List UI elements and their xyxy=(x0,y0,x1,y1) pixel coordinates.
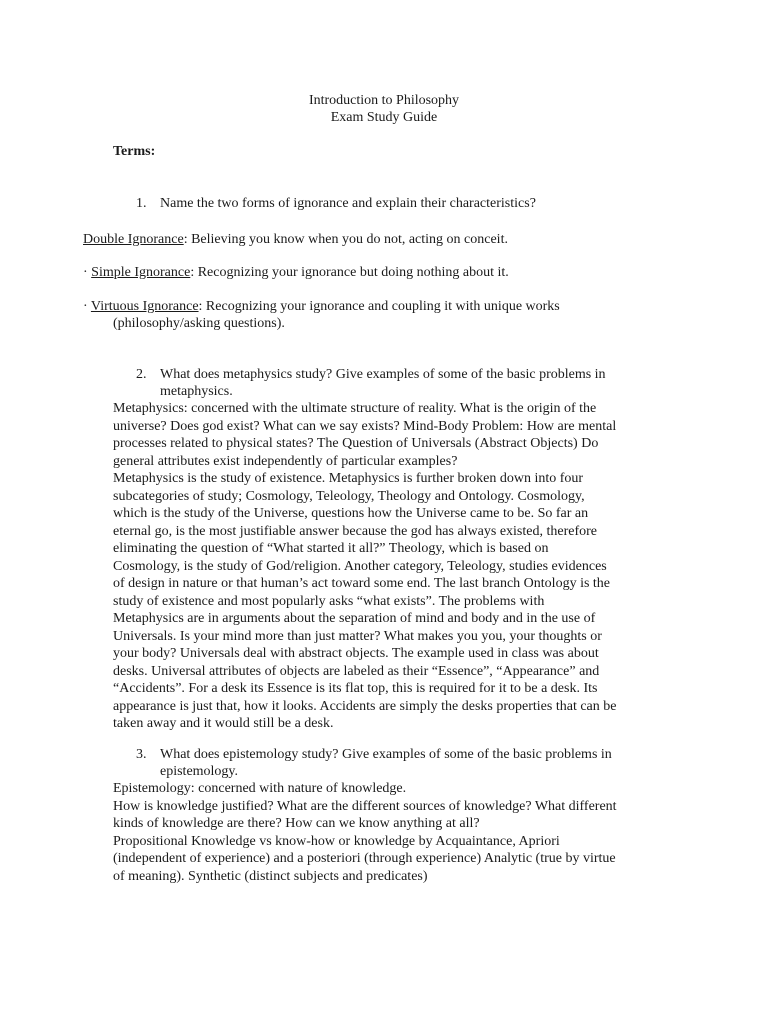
question-text-line: epistemology. xyxy=(160,764,239,779)
answer-line: appearance is just that, how it looks. Accidents are simply the desks properties that can be xyxy=(113,698,617,714)
term-simple-ignorance: Simple Ignorance xyxy=(91,265,191,280)
virtuous-ignorance-continuation: (philosophy/asking questions). xyxy=(113,316,285,331)
answer-line: processes related to physical states? The Question of Universals (Abstract Objects) Do xyxy=(113,436,599,451)
question-text-line: What does metaphysics study? Give examples of some of the basic problems in xyxy=(160,367,606,382)
terms-heading: Terms: xyxy=(113,144,156,159)
double-ignorance-definition xyxy=(83,231,683,249)
answer-line: of meaning). Synthetic (distinct subjects and predicates) xyxy=(113,868,428,884)
answer-line: eliminating the question of “What started it all?” Theology, which is based on xyxy=(113,541,549,556)
answer-line: subcategories of study; Cosmology, Teleology, Theology and Ontology. Cosmology, xyxy=(113,488,585,504)
answer-line: taken away and it would still be a desk. xyxy=(113,716,334,731)
definition-text: : Recognizing your ignorance and coupling it with unique works xyxy=(198,299,560,314)
epistemology-answer xyxy=(113,780,661,885)
answer-line: your body? Universals deal with abstract objects. The example used in class was about xyxy=(113,646,599,661)
document-title: Introduction to Philosophy xyxy=(308,93,460,108)
question-text-line: What does epistemology study? Give examples of some of the basic problems in xyxy=(160,747,612,762)
document-subtitle: Exam Study Guide xyxy=(330,110,438,125)
answer-line: Propositional Knowledge vs know-how or knowledge by Acquaintance, Apriori xyxy=(113,833,560,849)
bullet: · xyxy=(83,265,88,280)
answer-line: “Accidents”. For a desk its Essence is its flat top, this is required for it to be a desk. Its xyxy=(113,681,598,696)
answer-line: Metaphysics is the study of existence. Metaphysics is further broken down into four xyxy=(113,471,584,486)
answer-line: Epistemology: concerned with nature of knowledge. xyxy=(113,781,407,796)
answer-line: study of existence and most popularly asks “what exists”. The problems with xyxy=(113,593,545,609)
virtuous-ignorance-definition xyxy=(83,298,683,316)
question-number: 3. xyxy=(136,747,147,762)
answer-line: which is the study of the Universe, questions how the Universe came to be. So far an xyxy=(113,506,589,521)
definition-text: : Recognizing your ignorance but doing nothing about it. xyxy=(190,265,509,280)
answer-line: eternal go, is the most justifiable answer because the god has always existed, therefore xyxy=(113,523,598,539)
answer-line: (independent of experience) and a posteriori (through experience) Analytic (true by virtue xyxy=(113,851,616,866)
bullet: · xyxy=(83,299,88,314)
term-double-ignorance: Double Ignorance xyxy=(83,232,184,247)
answer-line: desks. Universal attributes of objects are labeled as their “Essence”, “Appearance” and xyxy=(113,663,600,679)
answer-line: kinds of knowledge are there? How can we know anything at all? xyxy=(113,816,480,831)
term-virtuous-ignorance: Virtuous Ignorance xyxy=(90,299,199,314)
question-number: 1. xyxy=(136,196,147,211)
answer-line: Cosmology, is the study of God/religion. Another category, Teleology, studies evidences xyxy=(113,558,607,574)
answer-line: of design in nature or that human’s act toward some end. The last branch Ontology is the xyxy=(113,576,611,591)
definition-text: : Believing you know when you do not, acting on conceit. xyxy=(183,232,508,247)
answer-line: How is knowledge justified? What are the different sources of knowledge? What different xyxy=(113,798,617,814)
simple-ignorance-definition xyxy=(83,264,683,282)
metaphysics-answer xyxy=(113,400,661,733)
answer-line: general attributes exist independently of particular examples? xyxy=(113,453,458,469)
answer-line: Universals. Is your mind more than just matter? What makes you you, your thoughts or xyxy=(113,628,602,644)
answer-line: Metaphysics are in arguments about the separation of mind and body and in the use of xyxy=(113,611,596,626)
question-number: 2. xyxy=(136,367,147,382)
question-text-line: metaphysics. xyxy=(160,384,233,399)
question-text: Name the two forms of ignorance and explain their characteristics? xyxy=(160,196,536,211)
answer-line: Metaphysics: concerned with the ultimate structure of reality. What is the origin of the xyxy=(113,401,597,416)
answer-line: universe? Does god exist? What can we say exists? Mind-Body Problem: How are mental xyxy=(113,418,617,434)
